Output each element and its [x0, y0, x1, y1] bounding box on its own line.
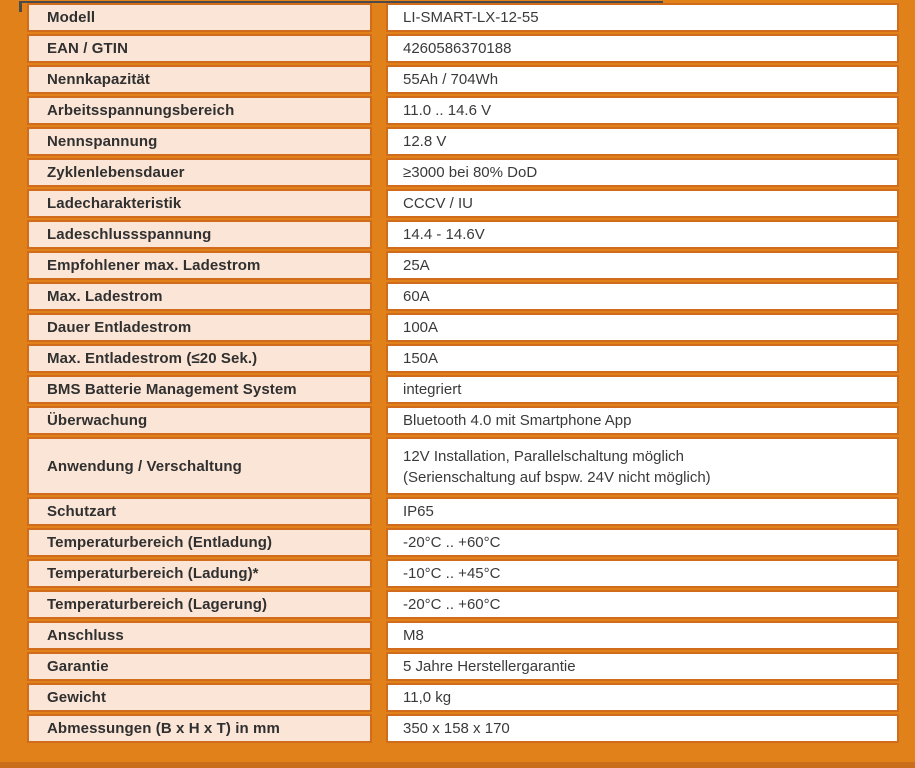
spec-value-cell [386, 559, 899, 588]
spec-value: -20°C .. +60°C [403, 534, 501, 551]
table-row [27, 34, 899, 63]
spec-label-cell [27, 189, 372, 218]
spec-value-cell [386, 375, 899, 404]
spec-value: 12.8 V [403, 133, 447, 150]
spec-label-cell [27, 282, 372, 311]
spec-label: Nennspannung [47, 133, 158, 150]
spec-value-cell [386, 34, 899, 63]
table-row [27, 189, 899, 218]
spec-label: Arbeitsspannungsbereich [47, 102, 235, 119]
table-row [27, 406, 899, 435]
spec-value: 14.4 - 14.6V [403, 226, 485, 243]
table-row [27, 96, 899, 125]
table-row [27, 127, 899, 156]
spec-label: Ladecharakteristik [47, 195, 182, 212]
spec-label-cell [27, 437, 372, 495]
table-row [27, 683, 899, 712]
spec-label-cell [27, 497, 372, 526]
spec-value-cell [386, 3, 899, 32]
spec-label: Schutzart [47, 503, 117, 520]
spec-label-cell [27, 714, 372, 743]
spec-label-cell [27, 375, 372, 404]
spec-value-cell [386, 652, 899, 681]
spec-label: Max. Entladestrom (≤20 Sek.) [47, 350, 258, 367]
spec-label-cell [27, 158, 372, 187]
spec-label-cell [27, 313, 372, 342]
spec-value-cell [386, 683, 899, 712]
spec-label: Max. Ladestrom [47, 288, 163, 305]
spec-label-cell [27, 559, 372, 588]
spec-value-cell [386, 590, 899, 619]
spec-value-cell [386, 528, 899, 557]
spec-value-cell [386, 251, 899, 280]
spec-value-cell [386, 344, 899, 373]
spec-label: Temperaturbereich (Entladung) [47, 534, 273, 551]
spec-value: CCCV / IU [403, 195, 474, 212]
spec-label-cell [27, 344, 372, 373]
spec-value-cell [386, 189, 899, 218]
spec-label: Garantie [47, 658, 109, 675]
table-row [27, 375, 899, 404]
spec-value: 350 x 158 x 170 [403, 720, 510, 737]
spec-label: Modell [47, 9, 96, 26]
spec-value-cell [386, 96, 899, 125]
spec-value: M8 [403, 627, 424, 644]
table-row [27, 437, 899, 495]
table-row [27, 590, 899, 619]
spec-value: 12V Installation, Parallelschaltung möglich [403, 448, 684, 465]
spec-value: 150A [403, 350, 439, 367]
spec-label: BMS Batterie Management System [47, 381, 297, 398]
spec-value: 100A [403, 319, 439, 336]
spec-label: Ladeschlussspannung [47, 226, 212, 243]
spec-value-cell [386, 497, 899, 526]
spec-label: Anschluss [47, 627, 124, 644]
spec-value-cell [386, 65, 899, 94]
spec-label-cell [27, 621, 372, 650]
table-row [27, 621, 899, 650]
spec-value: integriert [403, 381, 462, 398]
page-background [0, 1, 915, 768]
spec-label-cell [27, 652, 372, 681]
spec-value: ≥3000 bei 80% DoD [403, 164, 538, 181]
spec-label: Temperaturbereich (Ladung)* [47, 565, 259, 582]
spec-value-cell [386, 714, 899, 743]
spec-value: 55Ah / 704Wh [403, 71, 499, 88]
table-row [27, 158, 899, 187]
spec-value: -20°C .. +60°C [403, 596, 501, 613]
spec-value-cell [386, 220, 899, 249]
spec-label: Zyklenlebensdauer [47, 164, 185, 181]
table-row [27, 344, 899, 373]
spec-label-cell [27, 528, 372, 557]
spec-label: Dauer Entladestrom [47, 319, 192, 336]
table-row [27, 714, 899, 743]
spec-value-line2: (Serienschaltung auf bspw. 24V nicht möglich) [403, 469, 711, 486]
table-row [27, 313, 899, 342]
spec-value: LI-SMART-LX-12-55 [403, 9, 539, 26]
spec-value-cell [386, 127, 899, 156]
spec-label-cell [27, 590, 372, 619]
table-row [27, 251, 899, 280]
spec-label-cell [27, 96, 372, 125]
spec-value-cell [386, 158, 899, 187]
spec-label-cell [27, 220, 372, 249]
spec-label-cell [27, 406, 372, 435]
spec-value-cell [386, 437, 899, 495]
spec-label-cell [27, 65, 372, 94]
table-row [27, 652, 899, 681]
spec-label: EAN / GTIN [47, 40, 129, 57]
spec-label-cell [27, 34, 372, 63]
spec-value: 11,0 kg [403, 689, 452, 706]
spec-label: Überwachung [47, 412, 148, 429]
spec-value: 60A [403, 288, 430, 305]
table-row [27, 3, 899, 32]
spec-label-cell [27, 683, 372, 712]
spec-value-cell [386, 621, 899, 650]
spec-value-cell [386, 406, 899, 435]
table-row [27, 282, 899, 311]
table-row [27, 65, 899, 94]
table-row [27, 528, 899, 557]
spec-value: IP65 [403, 503, 434, 520]
spec-value: 11.0 .. 14.6 V [403, 102, 492, 119]
spec-value: 25A [403, 257, 430, 274]
spec-label-cell [27, 251, 372, 280]
spec-label: Empfohlener max. Ladestrom [47, 257, 261, 274]
spec-value: Bluetooth 4.0 mit Smartphone App [403, 412, 632, 429]
spec-value: -10°C .. +45°C [403, 565, 501, 582]
table-row [27, 220, 899, 249]
spec-label: Anwendung / Verschaltung [47, 457, 242, 475]
spec-table-body [27, 3, 899, 743]
spec-value: 4260586370188 [403, 40, 512, 57]
table-row [27, 497, 899, 526]
page-bottom-edge-strip [0, 762, 915, 768]
spec-label: Nennkapazität [47, 71, 150, 88]
spec-value-cell [386, 282, 899, 311]
spec-value-cell [386, 313, 899, 342]
spec-label-cell [27, 3, 372, 32]
spec-label-cell [27, 127, 372, 156]
spec-label: Temperaturbereich (Lagerung) [47, 596, 268, 613]
table-row [27, 559, 899, 588]
spec-label: Gewicht [47, 689, 107, 706]
spec-label: Abmessungen (B x H x T) in mm [47, 720, 280, 737]
scan-artifact-top-line [20, 1, 663, 3]
spec-value: 5 Jahre Herstellergarantie [403, 658, 576, 675]
spec-table [13, 1, 913, 745]
